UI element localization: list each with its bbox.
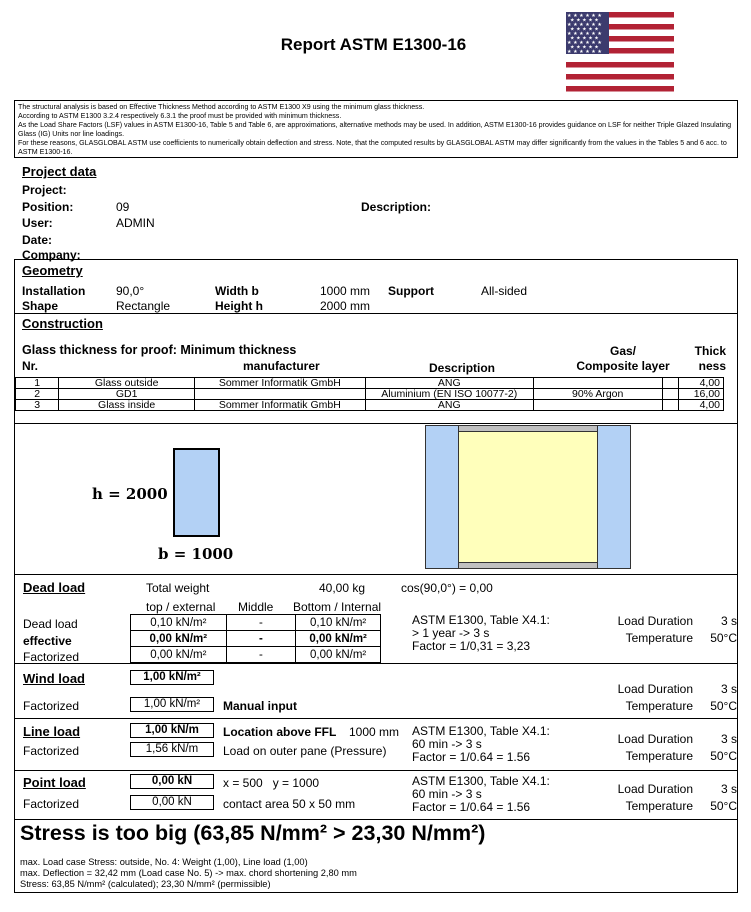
line-load-value: 1,00 kN/m: [130, 723, 214, 738]
svg-text:★ ★ ★ ★ ★: ★ ★ ★ ★ ★: [570, 26, 599, 33]
shape-value: Rectangle: [116, 299, 171, 313]
line-note: Load on outer pane (Pressure): [223, 744, 387, 758]
support-value: All-sided: [481, 284, 528, 298]
svg-text:★ ★ ★ ★ ★: ★ ★ ★ ★ ★: [570, 35, 599, 42]
location-value: 1000 mm: [349, 725, 400, 739]
user-label: User:: [22, 216, 53, 230]
line-load-reference: ASTM E1300, Table X4.1: 60 min -> 3 s Factor = 1/0.64 = 1.56: [412, 724, 550, 764]
line-load-section: [14, 718, 738, 771]
position-label: Position:: [22, 200, 74, 214]
table-row: 0,00 kN/m² - 0,00 kN/m²: [131, 631, 381, 647]
intro-line: The structural analysis is based on Effective Thickness Method according to ASTM E1300 X9 using the minimum glass thickness.: [18, 103, 425, 111]
svg-text:★ ★ ★ ★ ★ ★: ★ ★ ★ ★ ★ ★: [567, 13, 602, 19]
installation-value: 90,0°: [116, 284, 145, 298]
report-title: Report ASTM E1300-16: [280, 35, 467, 54]
svg-text:★ ★ ★ ★ ★: ★ ★ ★ ★ ★: [570, 44, 599, 51]
width-dim-label: b = 1000: [158, 545, 234, 563]
col-middle: Middle: [238, 600, 274, 614]
wind-note: Manual input: [223, 699, 297, 713]
table-row: 0,00 kN/m² - 0,00 kN/m²: [131, 647, 381, 663]
user-value: ADMIN: [116, 216, 155, 230]
result-line: Stress: 63,85 N/mm² (calculated); 23,30 N/mm² (permissible): [20, 879, 271, 889]
location-label: Location above FFL: [223, 725, 337, 739]
wind-factorized-label: Factorized: [23, 699, 80, 713]
intro-line: As the Load Share Factors (LSF) values in ASTM E1300-16, Table 5 and Table 6, are approximations, alternative methods may be used. In addition, ASTM E1300-16 provides guidance on LSF for neither Triple Glazed Insulating Glass (IG) Units nor line loadings.: [18, 120, 732, 138]
table-row: 2 GD1 Aluminium (EN ISO 10077-2) 90% Argon 16,00: [16, 389, 724, 400]
duration-value: 3 s: [720, 682, 737, 696]
dead-load-row-label: Dead load: [23, 617, 78, 631]
wind-load-section: [14, 663, 738, 719]
width-value: 1000 mm: [320, 284, 371, 298]
point-contact: contact area 50 x 50 mm: [223, 797, 356, 811]
line-factorized-value: 1,56 kN/m: [130, 742, 214, 757]
svg-text:★ ★ ★ ★ ★ ★: ★ ★ ★ ★ ★ ★: [567, 49, 602, 55]
inner-pane: [597, 426, 630, 568]
geometry-heading: Geometry: [22, 263, 83, 278]
svg-text:★ ★ ★ ★ ★: ★ ★ ★ ★ ★: [570, 17, 599, 24]
width-label: Width b: [215, 284, 259, 298]
gas-cavity: [459, 426, 597, 568]
point-load-heading: Point load: [23, 775, 86, 790]
outer-pane: [426, 426, 459, 568]
duration-label: Load Duration: [617, 682, 693, 696]
point-load-section: [14, 770, 738, 820]
height-value: 2000 mm: [320, 299, 371, 313]
col-thickness: Thick ness: [694, 344, 726, 373]
project-section: [14, 158, 738, 262]
result-headline: Stress is too big (63,85 N/mm² > 23,30 N/mm²): [20, 821, 486, 845]
point-load-value: 0,00 kN: [130, 774, 214, 789]
height-label: Height h: [215, 299, 263, 313]
col-nr: Nr.: [22, 359, 39, 373]
proof-title: Glass thickness for proof: Minimum thickness: [22, 343, 297, 357]
duration-value: 3 s: [720, 614, 737, 628]
temperature-label: Temperature: [625, 799, 693, 813]
duration-label: Load Duration: [617, 782, 693, 796]
top-spacer: [459, 426, 597, 432]
construction-heading: Construction: [22, 316, 103, 331]
line-factorized-label: Factorized: [23, 744, 80, 758]
temperature-label: Temperature: [625, 699, 693, 713]
shape-label: Shape: [22, 299, 59, 313]
duration-value: 3 s: [720, 732, 737, 746]
description-label: Description:: [361, 200, 432, 214]
result-line: max. Load case Stress: outside, No. 4: Weight (1,00), Line load (1,00): [20, 857, 308, 867]
result-line: max. Deflection = 32,42 mm (Load case No. 5) -> max. chord shortening 2,80 mm: [20, 868, 357, 878]
total-weight-value: 40,00 kg: [319, 581, 366, 595]
point-position: x = 500 y = 1000: [223, 776, 320, 790]
duration-label: Load Duration: [617, 614, 693, 628]
geometry-section: [14, 259, 738, 314]
svg-text:★ ★ ★ ★ ★ ★: ★ ★ ★ ★ ★ ★: [567, 40, 602, 46]
svg-text:★ ★ ★ ★ ★ ★: ★ ★ ★ ★ ★ ★: [567, 22, 602, 28]
duration-value: 3 s: [720, 782, 737, 796]
intro-disclaimer: [14, 100, 738, 158]
result-section: [14, 819, 738, 893]
intro-line: For these reasons, GLASGLOBAL ASTM use coefficients to numerically obtain deflection and stress. Note, that the computed results by GLASGLOBAL ASTM may differ significantly from the values in the Tables 5 and 6 acc. to ASTM E1300-16.: [18, 138, 727, 156]
effective-row-label: effective: [23, 634, 72, 648]
temperature-value: 50°C: [710, 699, 737, 713]
temperature-label: Temperature: [625, 749, 693, 763]
temperature-value: 50°C: [710, 799, 737, 813]
duration-label: Load Duration: [617, 732, 693, 746]
position-value: 09: [116, 200, 130, 214]
table-row: 1 Glass outside Sommer Informatik GmbH ANG 4,00: [16, 378, 724, 389]
dead-load-heading: Dead load: [23, 580, 86, 595]
wind-factorized-value: 1,00 kN/m²: [130, 697, 214, 712]
col-gas: Gas/ Composite layer: [576, 344, 670, 373]
project-heading: Project data: [22, 164, 97, 179]
dead-load-table: [130, 614, 381, 663]
point-load-reference: ASTM E1300, Table X4.1: 60 min -> 3 s Factor = 1/0.64 = 1.56: [412, 774, 550, 814]
project-label: Project:: [22, 183, 67, 197]
factorized-row-label: Factorized: [23, 650, 80, 664]
result-details: [20, 857, 357, 890]
svg-text:★ ★ ★ ★ ★ ★: ★ ★ ★ ★ ★ ★: [567, 31, 602, 37]
support-label: Support: [388, 284, 434, 298]
line-load-heading: Line load: [23, 724, 81, 739]
point-factorized-label: Factorized: [23, 797, 80, 811]
col-description: Description: [429, 361, 496, 375]
height-dim-label: h = 2000: [92, 485, 168, 503]
temperature-label: Temperature: [625, 631, 693, 645]
table-row: 0,10 kN/m² - 0,10 kN/m²: [131, 615, 381, 631]
col-bottom-internal: Bottom / Internal: [293, 600, 382, 614]
table-row: 3 Glass inside Sommer Informatik GmbH ANG 4,00: [16, 400, 724, 411]
layers-table: [15, 377, 724, 411]
temperature-value: 50°C: [710, 631, 737, 645]
total-weight-label: Total weight: [146, 581, 210, 595]
installation-label: Installation: [22, 284, 86, 298]
col-top-external: top / external: [146, 600, 216, 614]
wind-load-value: 1,00 kN/m²: [130, 670, 214, 685]
cross-section-diagram: [425, 425, 631, 569]
point-factorized-value: 0,00 kN: [130, 795, 214, 810]
date-label: Date:: [22, 233, 53, 247]
construction-section: [14, 313, 738, 424]
col-manufacturer: manufacturer: [243, 359, 320, 373]
us-flag-icon: [566, 12, 674, 92]
dead-load-reference: ASTM E1300, Table X4.1: > 1 year -> 3 s Factor = 1/0,31 = 3,23: [412, 613, 550, 653]
diagram-section: [14, 423, 738, 575]
glass-pane-shape: [173, 448, 220, 537]
cos-text: cos(90,0°) = 0,00: [401, 581, 493, 595]
dead-load-section: [14, 574, 738, 664]
wind-load-heading: Wind load: [23, 671, 85, 686]
temperature-value: 50°C: [710, 749, 737, 763]
intro-line: According to ASTM E1300 3.2.4 respectively 6.3.1 the proof must be provided with minimum thickness.: [18, 111, 342, 120]
company-label: Company:: [22, 248, 81, 262]
bottom-spacer: [459, 562, 597, 568]
